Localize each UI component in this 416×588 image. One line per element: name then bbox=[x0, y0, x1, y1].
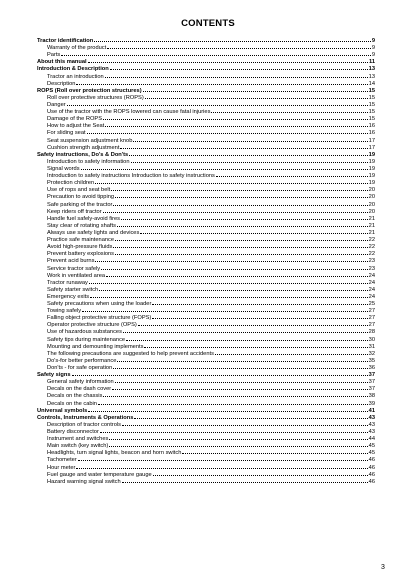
toc-entry-page: 24 bbox=[368, 279, 375, 285]
toc-entry-label: General safety information bbox=[47, 379, 114, 385]
toc-entry-label: How to adjust the Seat bbox=[47, 123, 105, 129]
toc-entry bbox=[37, 93, 375, 100]
dot-leader bbox=[103, 114, 368, 120]
toc-entry-label: Tractor identification bbox=[37, 38, 94, 44]
toc-entry-page: 16 bbox=[368, 123, 375, 129]
toc-entry-page: 38 bbox=[368, 393, 375, 399]
toc-entry bbox=[37, 143, 375, 150]
toc-entry-label: Safety instructions, Do's & Don'ts bbox=[37, 151, 129, 157]
dot-leader bbox=[152, 313, 367, 319]
toc-entry-page: 24 bbox=[368, 272, 375, 278]
toc-entry-label: Protection children bbox=[47, 180, 95, 186]
toc-entry-page: 20 bbox=[368, 208, 375, 214]
toc-entry-label: Safety signs bbox=[37, 372, 71, 378]
toc-entry bbox=[37, 114, 375, 121]
toc-entry-page: 44 bbox=[368, 436, 375, 442]
toc-entry-label: Precaution to avoid tipping bbox=[47, 194, 115, 200]
dot-leader bbox=[115, 377, 368, 383]
dot-leader bbox=[87, 128, 368, 134]
toc-entry-page: 41 bbox=[368, 407, 375, 413]
toc-entry-page: 46 bbox=[368, 457, 375, 463]
toc-entry-label: Mounting and demounting implements bbox=[47, 343, 144, 349]
toc-entry bbox=[37, 72, 375, 79]
dot-leader bbox=[182, 448, 367, 454]
toc-entry bbox=[37, 377, 375, 384]
toc-entry-page: 17 bbox=[368, 144, 375, 150]
toc-entry bbox=[37, 356, 375, 363]
toc-entry-page: 37 bbox=[368, 372, 375, 378]
dot-leader bbox=[105, 72, 368, 78]
toc-entry-label: Don'ts - for safe operation bbox=[47, 365, 113, 371]
toc-entry-label: Safe parking of the tractor bbox=[47, 201, 113, 207]
toc-entry-page: 27 bbox=[368, 322, 375, 328]
dot-leader bbox=[106, 271, 368, 277]
dot-leader bbox=[103, 391, 367, 397]
toc-entry-page: 16 bbox=[368, 130, 375, 136]
dot-leader bbox=[105, 121, 367, 127]
dot-leader bbox=[113, 363, 367, 369]
toc-entry-label: Parts bbox=[47, 52, 61, 58]
dot-leader bbox=[126, 335, 368, 341]
toc-entry bbox=[37, 107, 375, 114]
toc-entry-page: 28 bbox=[368, 329, 375, 335]
toc-entry bbox=[37, 463, 375, 470]
toc-entry-page: 13 bbox=[368, 73, 375, 79]
dot-leader bbox=[145, 93, 368, 99]
toc-entry bbox=[37, 200, 375, 207]
toc-entry bbox=[37, 43, 375, 50]
toc-entry-label: Decals on the chassis bbox=[47, 393, 103, 399]
toc-entry bbox=[37, 320, 375, 327]
dot-leader bbox=[211, 107, 367, 113]
toc-entry-label: Stay clear of rotating shafts bbox=[47, 222, 116, 228]
toc-entry-page: 9 bbox=[371, 52, 375, 58]
dot-leader bbox=[144, 342, 367, 348]
toc-entry-page: 19 bbox=[368, 158, 375, 164]
dot-leader bbox=[112, 384, 367, 390]
toc-entry bbox=[37, 420, 375, 427]
dot-leader bbox=[76, 79, 367, 85]
toc-entry-page: 46 bbox=[368, 464, 375, 470]
dot-leader bbox=[110, 64, 368, 70]
toc-entry-page: 45 bbox=[368, 450, 375, 456]
toc-entry bbox=[37, 292, 375, 299]
toc-entry-page: 13 bbox=[368, 66, 375, 72]
toc-entry-label: Description of tractor controls bbox=[47, 421, 121, 428]
toc-entry bbox=[37, 278, 375, 285]
dot-leader bbox=[99, 285, 367, 291]
toc-entry-page: 37 bbox=[368, 386, 375, 392]
dot-leader bbox=[94, 36, 371, 42]
toc-entry-label: Hour meter bbox=[47, 464, 76, 470]
dot-leader bbox=[216, 171, 368, 177]
toc-entry bbox=[37, 470, 375, 477]
toc-entry-page: 39 bbox=[368, 400, 375, 406]
toc-entry bbox=[37, 185, 375, 192]
toc-entry-page: 17 bbox=[368, 137, 375, 143]
toc-entry-page: 37 bbox=[368, 379, 375, 385]
toc-entry bbox=[37, 50, 375, 57]
toc-entry bbox=[37, 427, 375, 434]
toc-entry-page: 19 bbox=[368, 180, 375, 186]
toc-section-entry bbox=[37, 413, 375, 420]
toc-entry-page: 24 bbox=[368, 293, 375, 300]
toc-entry-page: 46 bbox=[368, 471, 375, 477]
toc-entry-label: Prevent acid burns bbox=[47, 258, 95, 264]
toc-entry bbox=[37, 299, 375, 306]
dot-leader bbox=[143, 86, 368, 92]
toc-entry bbox=[37, 171, 375, 178]
toc-section-entry bbox=[37, 150, 375, 157]
toc-entry-page: 23 bbox=[368, 265, 375, 271]
toc-section-entry bbox=[37, 57, 375, 64]
page-number: 3 bbox=[381, 564, 385, 571]
toc-entry-label: Danger bbox=[47, 101, 66, 108]
dot-leader bbox=[78, 455, 368, 461]
toc-entry-label: Use of rops and seat belt bbox=[47, 187, 111, 193]
toc-entry-page: 20 bbox=[368, 201, 375, 207]
toc-entry-label: Safety starter switch bbox=[47, 286, 99, 292]
toc-entry-page: 20 bbox=[368, 194, 375, 200]
toc-entry-label: About this manual bbox=[37, 59, 87, 65]
toc-entry-page: 9 bbox=[371, 45, 375, 51]
toc-entry-label: Instrument and switches bbox=[47, 436, 109, 442]
toc-entry bbox=[37, 128, 375, 135]
toc-entry-page: 19 bbox=[368, 165, 375, 172]
dot-leader bbox=[88, 406, 367, 412]
dot-leader bbox=[115, 235, 368, 241]
toc-entry-label: Main switch (key switch) bbox=[47, 443, 109, 449]
toc-entry bbox=[37, 249, 375, 256]
dot-leader bbox=[89, 278, 368, 284]
dot-leader bbox=[215, 349, 368, 355]
toc-entry-page: 35 bbox=[368, 357, 375, 364]
toc-entry-label: Controls, Instruments & Operations bbox=[37, 414, 134, 420]
toc-section-entry bbox=[37, 406, 375, 413]
toc-entry-page: 43 bbox=[368, 421, 375, 428]
dot-leader bbox=[138, 320, 368, 326]
toc-entry-label: Signal words bbox=[47, 165, 80, 172]
toc-entry bbox=[37, 242, 375, 249]
dot-leader bbox=[61, 50, 371, 56]
toc-entry bbox=[37, 342, 375, 349]
toc-entry-label: Tachometer bbox=[47, 457, 77, 463]
dot-leader bbox=[76, 463, 367, 469]
toc-entry-page: 27 bbox=[368, 308, 375, 314]
toc-entry bbox=[37, 264, 375, 271]
toc-entry-label: Fuel gauge and water temperature gauge bbox=[47, 471, 152, 477]
table-of-contents bbox=[37, 36, 375, 484]
dot-leader bbox=[100, 427, 368, 433]
toc-entry bbox=[37, 384, 375, 391]
toc-entry bbox=[37, 79, 375, 86]
toc-entry-page: 21 bbox=[368, 222, 375, 228]
toc-entry-label: Headlights, turn signal lights, beacon and horn switch bbox=[47, 450, 182, 456]
toc-entry bbox=[37, 313, 375, 320]
toc-entry-page: 15 bbox=[368, 101, 375, 108]
page-title: CONTENTS bbox=[181, 18, 235, 29]
toc-entry-page: 24 bbox=[368, 286, 375, 292]
toc-entry-page: 45 bbox=[368, 443, 375, 449]
dot-leader bbox=[82, 306, 368, 312]
toc-entry-label: For sliding seat bbox=[47, 130, 86, 136]
toc-entry-page: 21 bbox=[368, 229, 375, 236]
toc-entry-label: Service tractor safely bbox=[47, 265, 101, 271]
toc-entry-label: Operator protective structure (OPS) bbox=[47, 322, 137, 328]
toc-entry-label: Hazard warning signal switch bbox=[47, 478, 121, 484]
dot-leader bbox=[101, 264, 368, 270]
dot-leader bbox=[152, 299, 367, 305]
dot-leader bbox=[117, 356, 367, 362]
toc-entry-label: Falling object protective structure (FOPS) bbox=[47, 315, 152, 321]
toc-entry bbox=[37, 221, 375, 228]
toc-entry bbox=[37, 363, 375, 370]
toc-entry bbox=[37, 434, 375, 441]
toc-entry bbox=[37, 448, 375, 455]
dot-leader bbox=[120, 143, 367, 149]
dot-leader bbox=[113, 200, 367, 206]
toc-entry-label: Battery disconnector bbox=[47, 429, 99, 435]
toc-entry bbox=[37, 399, 375, 406]
dot-leader bbox=[140, 228, 367, 234]
toc-entry-label: Towing safely bbox=[47, 308, 82, 314]
toc-entry bbox=[37, 306, 375, 313]
toc-entry-page: 19 bbox=[368, 151, 375, 157]
toc-section-entry bbox=[37, 64, 375, 71]
toc-entry-label: Decals on the cabin bbox=[47, 400, 97, 406]
dot-leader bbox=[81, 164, 368, 170]
toc-section-entry bbox=[37, 36, 375, 43]
dot-leader bbox=[131, 157, 368, 163]
toc-entry bbox=[37, 192, 375, 199]
toc-entry-page: 21 bbox=[368, 215, 375, 221]
toc-entry bbox=[37, 121, 375, 128]
toc-entry-label: Use of hazardous substances bbox=[47, 329, 122, 335]
toc-entry-label: Warranty of the product bbox=[47, 45, 107, 51]
toc-entry-label: Tractor an introduction bbox=[47, 73, 104, 79]
toc-entry-label: Avoid high-pressure fluids bbox=[47, 244, 113, 250]
toc-entry-label: Seat suspension adjustment knob bbox=[47, 137, 133, 143]
dot-leader bbox=[117, 221, 368, 227]
toc-entry-label: Cushion strength adjustment bbox=[47, 144, 120, 150]
toc-entry-label: Roll over protective structures (ROPS) bbox=[47, 94, 144, 100]
toc-entry-label: Safety precautions when using the loader bbox=[47, 301, 152, 307]
toc-entry-page: 11 bbox=[368, 59, 375, 65]
toc-entry bbox=[37, 391, 375, 398]
dot-leader bbox=[111, 185, 367, 191]
dot-leader bbox=[88, 57, 368, 63]
toc-entry-page: 46 bbox=[368, 478, 375, 484]
toc-section-entry bbox=[37, 370, 375, 377]
toc-entry-page: 36 bbox=[368, 365, 375, 371]
toc-entry-page: 25 bbox=[368, 301, 375, 307]
toc-entry-label: Do's-for better performance bbox=[47, 357, 117, 364]
toc-entry bbox=[37, 455, 375, 462]
dot-leader bbox=[95, 178, 368, 184]
toc-entry-page: 19 bbox=[368, 173, 375, 179]
toc-entry-page: 43 bbox=[368, 429, 375, 435]
toc-entry-page: 22 bbox=[368, 237, 375, 243]
toc-entry-page: 27 bbox=[368, 315, 375, 321]
toc-entry bbox=[37, 271, 375, 278]
toc-entry bbox=[37, 477, 375, 484]
toc-entry bbox=[37, 178, 375, 185]
dot-leader bbox=[122, 420, 368, 426]
dot-leader bbox=[113, 242, 367, 248]
dot-leader bbox=[115, 249, 368, 255]
toc-entry-page: 23 bbox=[368, 258, 375, 264]
toc-entry bbox=[37, 285, 375, 292]
toc-entry-label: Safety tips during maintenance bbox=[47, 336, 126, 342]
toc-entry-label: Introduction & Description bbox=[37, 66, 109, 72]
dot-leader bbox=[121, 214, 368, 220]
toc-entry-label: Keep riders off tractor bbox=[47, 208, 102, 214]
dot-leader bbox=[109, 441, 367, 447]
toc-entry bbox=[37, 441, 375, 448]
toc-entry-label: Damage of the ROPS bbox=[47, 116, 103, 122]
toc-entry-page: 9 bbox=[371, 38, 375, 44]
toc-entry-label: Work in ventilated area bbox=[47, 272, 106, 278]
toc-entry bbox=[37, 228, 375, 235]
dot-leader bbox=[122, 477, 368, 483]
toc-entry bbox=[37, 100, 375, 107]
toc-entry bbox=[37, 349, 375, 356]
toc-entry-page: 15 bbox=[368, 87, 375, 93]
toc-entry-label: Always use safety lights and devices bbox=[47, 229, 140, 236]
toc-entry bbox=[37, 214, 375, 221]
dot-leader bbox=[90, 292, 368, 298]
toc-entry-page: 20 bbox=[368, 187, 375, 193]
toc-entry-label: Decals on the dash cover bbox=[47, 386, 112, 392]
toc-entry-page: 14 bbox=[368, 80, 375, 86]
toc-entry bbox=[37, 157, 375, 164]
dot-leader bbox=[123, 327, 368, 333]
toc-entry-page: 22 bbox=[368, 244, 375, 250]
dot-leader bbox=[98, 399, 368, 405]
toc-entry bbox=[37, 136, 375, 143]
toc-entry-label: Practice safe maintenance bbox=[47, 237, 115, 243]
dot-leader bbox=[129, 150, 367, 156]
toc-entry bbox=[37, 335, 375, 342]
toc-entry bbox=[37, 256, 375, 263]
toc-entry-label: Prevent battery explosions bbox=[47, 251, 115, 257]
dot-leader bbox=[115, 192, 368, 198]
dot-leader bbox=[67, 100, 368, 106]
toc-entry-label: Tractor runaway bbox=[47, 279, 88, 285]
toc-entry-page: 31 bbox=[368, 343, 375, 349]
toc-section-entry bbox=[37, 86, 375, 93]
toc-entry-label: Universal symbols bbox=[37, 407, 88, 413]
dot-leader bbox=[103, 207, 368, 213]
toc-entry bbox=[37, 207, 375, 214]
toc-entry-label: ROPS (Roll over protection structures) bbox=[37, 87, 142, 93]
toc-entry bbox=[37, 327, 375, 334]
dot-leader bbox=[95, 256, 367, 262]
toc-entry-label: Introduction to safety information bbox=[47, 158, 130, 164]
toc-entry-label: Description bbox=[47, 80, 76, 86]
toc-entry bbox=[37, 164, 375, 171]
toc-entry-page: 15 bbox=[368, 94, 375, 100]
dot-leader bbox=[109, 434, 367, 440]
toc-entry-page: 43 bbox=[368, 414, 375, 420]
dot-leader bbox=[133, 136, 367, 142]
dot-leader bbox=[134, 413, 367, 419]
toc-entry-page: 15 bbox=[368, 109, 375, 115]
dot-leader bbox=[153, 470, 368, 476]
toc-entry-page: 22 bbox=[368, 251, 375, 257]
dot-leader bbox=[107, 43, 371, 49]
toc-entry-page: 32 bbox=[368, 350, 375, 356]
toc-entry-page: 30 bbox=[368, 336, 375, 342]
toc-entry-page: 15 bbox=[368, 116, 375, 122]
toc-entry bbox=[37, 235, 375, 242]
toc-entry-label: Handle fuel safely-avoid fires bbox=[47, 215, 121, 221]
toc-entry-label: Introduction to safety instructions Introduction to safety instructions bbox=[47, 173, 215, 179]
dot-leader bbox=[72, 370, 368, 376]
toc-entry-label: Emergency exits bbox=[47, 293, 90, 300]
toc-entry-label: Use of the tractor with the ROPS lowered can cause fatal injuries bbox=[47, 109, 211, 115]
toc-entry-label: The following precautions are suggested to help prevent accidents bbox=[47, 350, 214, 356]
